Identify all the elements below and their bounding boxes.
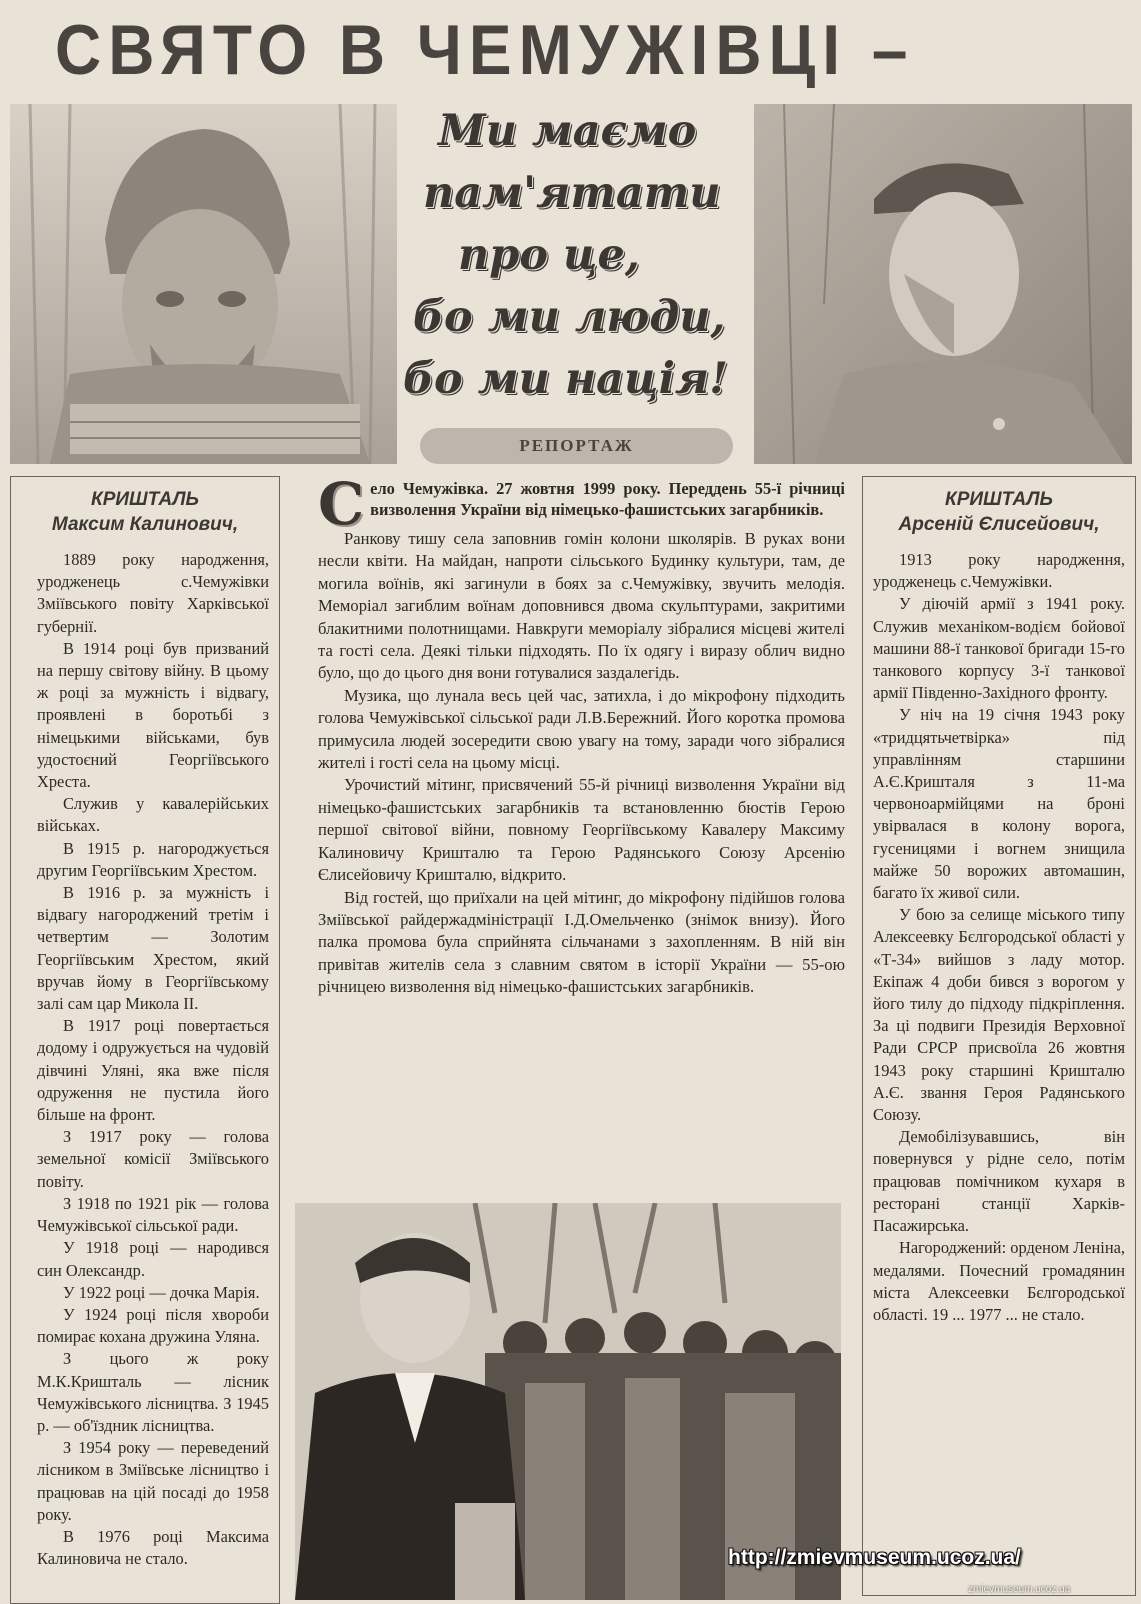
paragraph: З 1917 року — голова земельної комісії Зміївського повіту. (37, 1127, 269, 1191)
paragraph: В 1914 році був призваний на першу світову війну. В цьому ж році за мужність і відвагу, проявлені в боротьбі з німецькими військами, був удостоєний Георгіївського Хреста. (37, 638, 269, 792)
paragraph: У 1924 році після хвороби помирає кохана дружина Уляна. (37, 1304, 269, 1347)
paragraph: В 1976 році Максима Калиновича не стало. (37, 1526, 269, 1569)
paragraph: В 1917 році повертається додому і одружується на чудовій дівчині Уляні, яка вже після одруження не пустила його більше на фронт. (37, 1016, 269, 1125)
paragraph: У ніч на 19 січня 1943 року «тридцятьчетвірка» під управлінням старшини А.Є.Кришталя з 11-ма червоноармійцями на броні увірвалася в колону ворога, гусеницями і вогнем знищила майже 50 ворожих автомашин, багато їх живої сили. (873, 705, 1125, 903)
paragraph: У 1922 році — дочка Марія. (63, 1282, 260, 1302)
surname: КРИШТАЛЬ (91, 489, 199, 510)
watermark-url: http://zmievmuseum.ucoz.ua/ (728, 1546, 1021, 1569)
report-article (318, 470, 845, 999)
section-label: РЕПОРТАЖ (420, 428, 733, 464)
paragraph: Від гостей, що приїхали на цей мітинг, до мікрофону підійшов голова Зміївської райдержадміністрації І.Д.Омельченко (знімок внизу). Його палка промова була сприйнята сільчанами з захопленням. В ній він привітав жителів села з славним святом в історії України — 55-ою річницею визволення від німецько-фашистських загарбників. (318, 887, 845, 997)
paragraph: З 1918 по 1921 рік — голова Чемужівської сільської ради. (37, 1193, 269, 1236)
paragraph: З цього ж року М.К.Кришталь — лісник Чемужівського лісництва. З 1945 р. — об'їздник лісництва. (37, 1349, 269, 1435)
quote-line: пам'ятати (423, 168, 721, 218)
paragraph: 1913 року народження, уродженець с.Чемужівки. (873, 550, 1125, 592)
paragraph: Нагороджений: орденом Леніна, медалями. Почесний громадянин міста Алексеевки Бєлгородської області. 19 ... 1977 ... не стало. (873, 1238, 1125, 1324)
surname: КРИШТАЛЬ (945, 489, 1053, 510)
bust-photo-maksym (10, 104, 397, 464)
person-name-maksym (11, 487, 279, 537)
lead-paragraph (318, 470, 845, 538)
paragraph: У бою за селище міського типу Алексеевку Бєлгородської області у «Т-34» вийшов з ладу мотор. Екіпаж 4 доби бився з ворогом у його тилу до підходу підкріплення. За ці подвиги Президія Верховної Ради СРСР присвоїла 26 жовтня 1943 року старшині Кришталю А.Є. звання Героя Радянського Союзу. (873, 905, 1125, 1125)
quote-line: про це, (458, 230, 640, 280)
given-name: Максим Калинович, (51, 514, 239, 535)
paragraph: З 1954 року — переведений лісником в Зміївське лісництво і працював на цій посаді до 1958 року. (37, 1438, 269, 1524)
quote-line: бо ми нація! (403, 354, 728, 404)
quote-line: Ми маємо (438, 106, 697, 156)
person-name-arseniy (863, 487, 1135, 537)
paragraph: В 1916 р. за мужність і відвагу нагороджений третім і четвертим — Золотим Георгіївським Хрестом, який вручав йому в Георгіївському залі сам цар Микола ІІ. (37, 883, 269, 1014)
watermark-small: zmievmuseum.ucoz.ua (968, 1584, 1071, 1595)
paragraph: Демобілізувавшись, він повернувся у рідне село, потім працював помічником кухаря в ресторані станції Харків-Пасажирська. (873, 1127, 1125, 1236)
lead-text: ело Чемужівка. 27 жовтня 1999 року. Переддень 55-ї річниці визволення України від німецько-фашистських загарбників. (370, 479, 845, 519)
quote-line: бо ми люди, (413, 292, 726, 342)
drop-cap: С (318, 470, 365, 538)
given-name: Арсеній Єлисейович, (898, 514, 1100, 535)
bust-photo-arseniy (754, 104, 1132, 464)
paragraph: У діючій армії з 1941 року. Служив механіком-водієм бойової машини 88-ї танкової бригади 15-го танкового корпусу 3-ї танкової армії Південно-Західного фронту. (873, 594, 1125, 703)
rally-photo (295, 1203, 841, 1600)
biography-arseniy (862, 476, 1136, 1596)
paragraph: 1889 року народження, уродженець с.Чемужівки Зміївського повіту Харківської губернії. (37, 550, 269, 636)
headline: СВЯТО В ЧЕМУЖІВЦІ – (55, 10, 915, 90)
biography-maksym (10, 476, 280, 1604)
pull-quote (403, 100, 748, 420)
paragraph: У 1918 році — народився син Олександр. (37, 1238, 269, 1280)
paragraph: Служив у кавалерійських військах. (37, 794, 269, 836)
paragraph: В 1915 р. нагороджується другим Георгіївським Хрестом. (37, 838, 269, 880)
paragraph: Музика, що лунала весь цей час, затихла, і до мікрофону підходить голова Чемужівської сільської ради Л.В.Бережний. Його коротка промова примусила людей зосередити свою увагу на тому, заради чого зібралися жителі і гості села на цьому місці. (318, 685, 845, 773)
paragraph: Ранкову тишу села заповнив гомін колони школярів. В руках вони несли квіти. На майдан, напроти сільського Будинку культури, там, де могила воїнів, які загинули в боях за с.Чемужівку, звучить мелодія. Меморіал загиблим воїнам доповнився двома скульптурами, закритими блакитними полотнищами. Навкруги меморіалу зібралися місцеві жителі та гості села. Деякі тільки підходять. По їх одягу і виразу облич видно було, що до цього дня вони готувалися заздалегідь. (318, 529, 845, 683)
paragraph: Урочистий мітинг, присвячений 55-й річниці визволення України від німецько-фашистських загарбників та встановленню бюстів Герою першої світової війни, повному Георгіївському Кавалеру Максиму Калиновичу Кришталю та Герою Радянського Союзу Арсенію Єлисейовичу Кришталю, відкрито. (318, 775, 845, 885)
